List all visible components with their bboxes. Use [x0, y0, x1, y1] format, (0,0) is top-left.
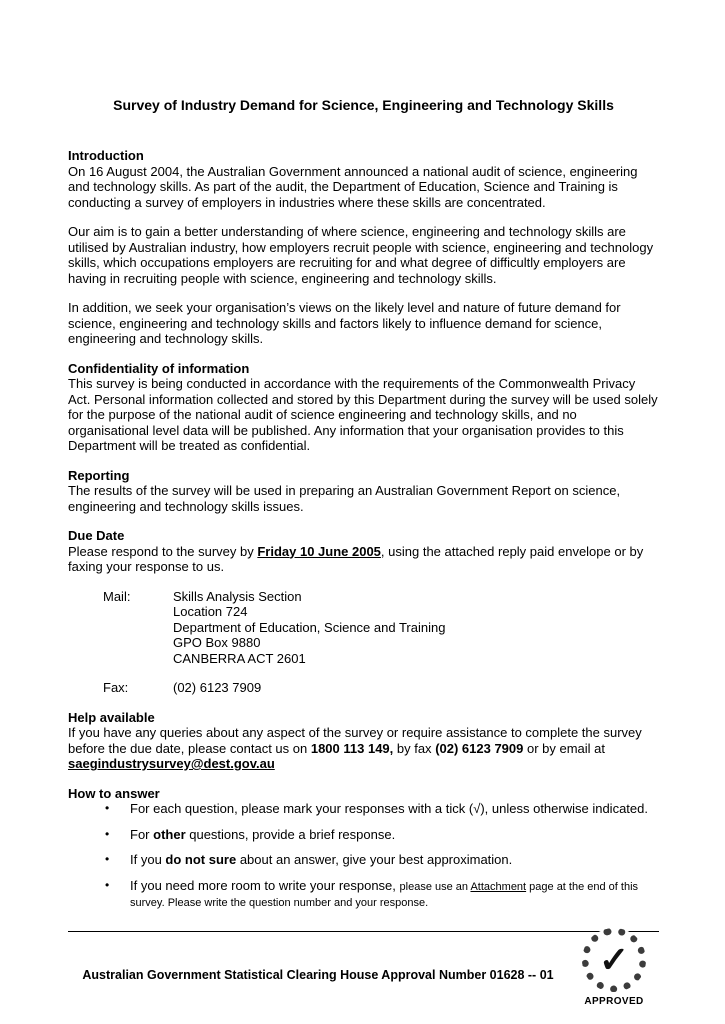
help-pre: If you have any queries about any aspect of the survey or require assistance to complete the survey before the due date, please contact us on [68, 725, 642, 756]
mail-address-block [103, 589, 659, 667]
due-date-value: Friday 10 June 2005 [257, 543, 381, 559]
bullet-3-bold: do not sure [165, 852, 237, 867]
intro-paragraph-2: Our aim is to gain a better understanding of where science, engineering and technology skills are utilised by Australian industry, how employers recruit people with science, engineering and technology skills, which occupations employers are recruiting for and what degree of difficultly employers are having in recruiting people with science, engineering and technology skills. [68, 224, 654, 286]
heading-confidentiality: Confidentiality of information [68, 360, 250, 376]
mail-line-2: Location 724 [173, 604, 248, 619]
help-mid2: or by email at [523, 740, 606, 756]
heading-introduction: Introduction [68, 148, 144, 163]
bullet-4-text [130, 878, 659, 910]
mail-line-4: GPO Box 9880 [173, 635, 261, 650]
footer-divider [68, 931, 659, 932]
approved-stamp-label: APPROVED [582, 994, 645, 1010]
intro-paragraph-3: In addition, we seek your organisation’s views on the likely level and nature of future demand for science, engineering and technology skills and factors likely to influence demand for science, engineering and technology skills. [68, 300, 621, 346]
mail-address-lines [173, 589, 659, 667]
bullet-icon: • [105, 877, 110, 892]
bullet-4-pre: If you need more room to write your response, [130, 877, 400, 893]
footer-approval-text: Australian Government Statistical Clearing House Approval Number 01628 -- 01 [82, 968, 554, 982]
heading-due-date: Due Date [68, 528, 125, 543]
bullet-1-text: For each question, please mark your responses with a tick (√), unless otherwise indicated. [130, 801, 648, 816]
bullet-2-post: questions, provide a brief response. [185, 826, 396, 842]
approved-stamp [575, 928, 653, 1010]
bullet-item-1 [105, 801, 659, 817]
help-fax: (02) 6123 7909 [435, 740, 524, 756]
bullet-icon: • [105, 852, 110, 866]
due-date-paragraph [68, 544, 659, 575]
confidentiality-paragraph: This survey is being conducted in accordance with the requirements of the Commonwealth Privacy Act. Personal information collected and stored by this Department during the survey will be used solely for the purpose of the national audit of science engineering and technology skills, and no organisational level data will be published. Any information that your organisation provides to this Department will be treated as confidential. [68, 376, 658, 453]
bullet-3-post: about an answer, give your best approximation. [236, 852, 513, 867]
bullet-2-bold: other [153, 826, 186, 842]
mail-line-3: Department of Education, Science and Training [173, 619, 446, 635]
page-title: Survey of Industry Demand for Science, Engineering and Technology Skills [113, 97, 614, 113]
bullet-2-pre: For [130, 826, 154, 842]
help-phone: 1800 113 149, [310, 740, 394, 756]
heading-reporting: Reporting [68, 467, 130, 483]
fax-block [103, 680, 659, 696]
bullet-4-small-1: please use an [399, 880, 471, 893]
bullet-icon: • [105, 826, 110, 841]
stamp-seal-ring [576, 922, 652, 998]
help-mid1: by fax [393, 740, 436, 756]
bullet-4-small-2: page at the end of this survey. Please write the question number and your response. [130, 880, 639, 909]
bullet-item-3 [105, 852, 659, 868]
bullet-item-4 [105, 878, 659, 910]
fax-number: (02) 6123 7909 [173, 680, 262, 695]
bullet-3-pre: If you [130, 852, 166, 867]
bullet-4-attachment: Attachment [470, 880, 527, 893]
bullet-2-text [130, 827, 659, 843]
due-date-pre: Please respond to the survey by [68, 543, 258, 559]
mail-line-5: CANBERRA ACT 2601 [173, 650, 306, 666]
reporting-paragraph: The results of the survey will be used in preparing an Australian Government Report on science, engineering and technology skills issues. [68, 483, 621, 514]
bullet-item-2 [105, 827, 659, 843]
help-paragraph [68, 725, 659, 772]
bullet-3-text [130, 852, 659, 868]
check-icon: ✓ [598, 939, 630, 981]
email-link[interactable]: saegindustrysurvey@dest.gov.au [68, 756, 275, 771]
bullet-icon: • [105, 801, 110, 815]
heading-help-available: Help available [68, 709, 155, 725]
fax-label: Fax: [103, 680, 129, 695]
heading-how-to-answer: How to answer [68, 785, 160, 801]
mail-line-1: Skills Analysis Section [173, 588, 302, 604]
due-date-post: , using the attached reply paid envelope or by faxing your response to us. [68, 543, 644, 574]
mail-label: Mail: [103, 588, 131, 604]
intro-paragraph-1: On 16 August 2004, the Australian Government announced a national audit of science, engineering and technology skills. As part of the audit, the Department of Education, Science and Training is conducting a survey of employers in industries where these skills are concentrated. [68, 163, 638, 210]
